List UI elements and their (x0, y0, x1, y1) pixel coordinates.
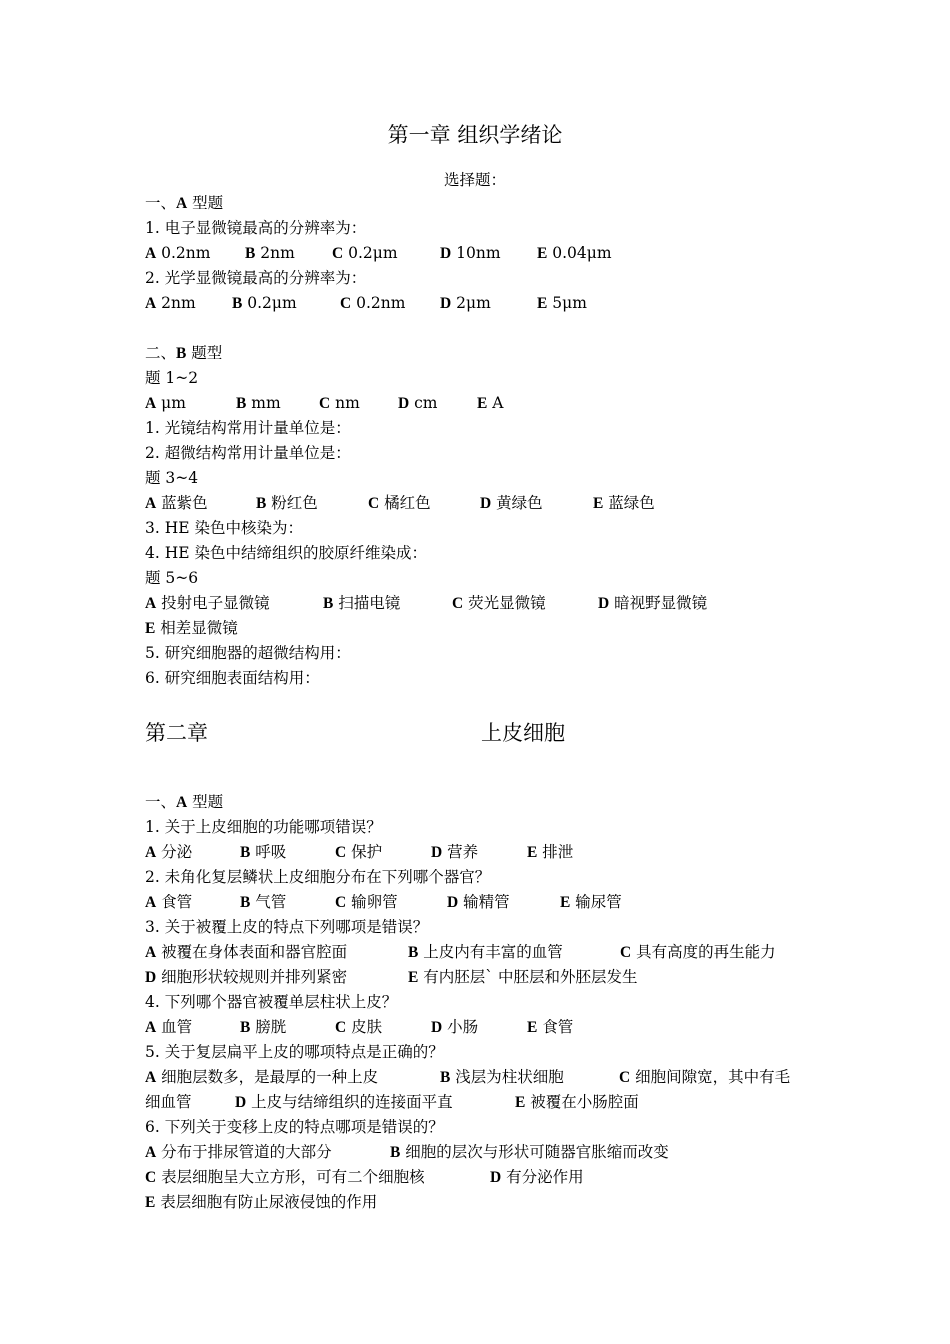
option-row: A 蓝紫色 B 粉红色 C 橘红色 D 黄绿色 E 蓝绿色 (145, 494, 655, 512)
option-row: A 分泌 B 呼吸 C 保护 D 营养 E 排泄 (145, 843, 574, 861)
question-text: 1. 关于上皮细胞的功能哪项错误？ (145, 818, 382, 836)
group-heading: 题 1~2 (145, 369, 199, 387)
section-a-heading: 一、A 型题 (145, 194, 224, 212)
section-a-heading: 一、A 型题 (145, 793, 224, 811)
question-text: 6. 下列关于变移上皮的特点哪项是错误的？ (145, 1118, 444, 1136)
option-row: E 相差显微镜 (145, 619, 238, 637)
option-row: A 血管 B 膀胱 C 皮肤 D 小肠 E 食管 (145, 1018, 574, 1036)
option-row: A 0.2nm B 2nm C 0.2μm D 10nm E 0.04μm (145, 244, 612, 262)
option-row: A μm B mm C nm D cm E A (145, 394, 504, 412)
option-row: 细血管 D 上皮与结缔组织的连接面平直 E 被覆在小肠腔面 (145, 1093, 639, 1111)
question-text: 2. 超微结构常用计量单位是： (145, 444, 351, 462)
option-row: A 食管 B 气管 C 输卵管 D 输精管 E 输尿管 (145, 893, 622, 911)
question-text: 5. 关于复层扁平上皮的哪项特点是正确的？ (145, 1043, 444, 1061)
option-row: A 细胞层数多，是最厚的一种上皮 B 浅层为柱状细胞 C 细胞间隙宽，其中有毛 (145, 1068, 791, 1086)
option-row: A 2nm B 0.2μm C 0.2nm D 2μm E 5μm (145, 294, 587, 312)
option-row: C 表层细胞呈大立方形，可有二个细胞核 D 有分泌作用 (145, 1168, 584, 1186)
question-text: 6. 研究细胞表面结构用： (145, 669, 320, 687)
chapter2-title-right: 上皮细胞 (481, 721, 565, 745)
question-text: 2. 未角化复层鳞状上皮细胞分布在下列哪个器官？ (145, 868, 491, 886)
chapter1-subtitle: 选择题： (443, 171, 506, 189)
question-text: 2. 光学显微镜最高的分辨率为： (145, 269, 367, 287)
question-text: 4. HE 染色中结缔组织的胶原纤维染成： (145, 544, 427, 562)
option-row: E 表层细胞有防止尿液侵蚀的作用 (145, 1193, 378, 1211)
question-text: 3. 关于被覆上皮的特点下列哪项是错误？ (145, 918, 429, 936)
group-heading: 题 3~4 (145, 469, 199, 487)
option-row: A 投射电子显微镜 B 扫描电镜 C 荧光显微镜 D 暗视野显微镜 (145, 594, 708, 612)
section-b-heading: 二、B 题型 (145, 344, 223, 362)
group-heading: 题 5~6 (145, 569, 199, 587)
question-text: 1. 光镜结构常用计量单位是： (145, 419, 351, 437)
question-text: 1. 电子显微镜最高的分辨率为： (145, 219, 367, 237)
question-text: 3. HE 染色中核染为： (145, 519, 303, 537)
question-text: 5. 研究细胞器的超微结构用： (145, 644, 351, 662)
option-row: A 被覆在身体表面和器官腔面 B 上皮内有丰富的血管 C 具有高度的再生能力 (145, 943, 776, 961)
option-row: A 分布于排尿管道的大部分 B 细胞的层次与形状可随器官胀缩而改变 (145, 1143, 669, 1161)
chapter1-title: 第一章 组织学绪论 (387, 123, 563, 147)
question-text: 4. 下列哪个器官被覆单层柱状上皮？ (145, 993, 398, 1011)
chapter2-title-left: 第二章 (145, 721, 208, 745)
option-row: D 细胞形状较规则并排列紧密 E 有内胚层` 中胚层和外胚层发生 (145, 968, 638, 986)
